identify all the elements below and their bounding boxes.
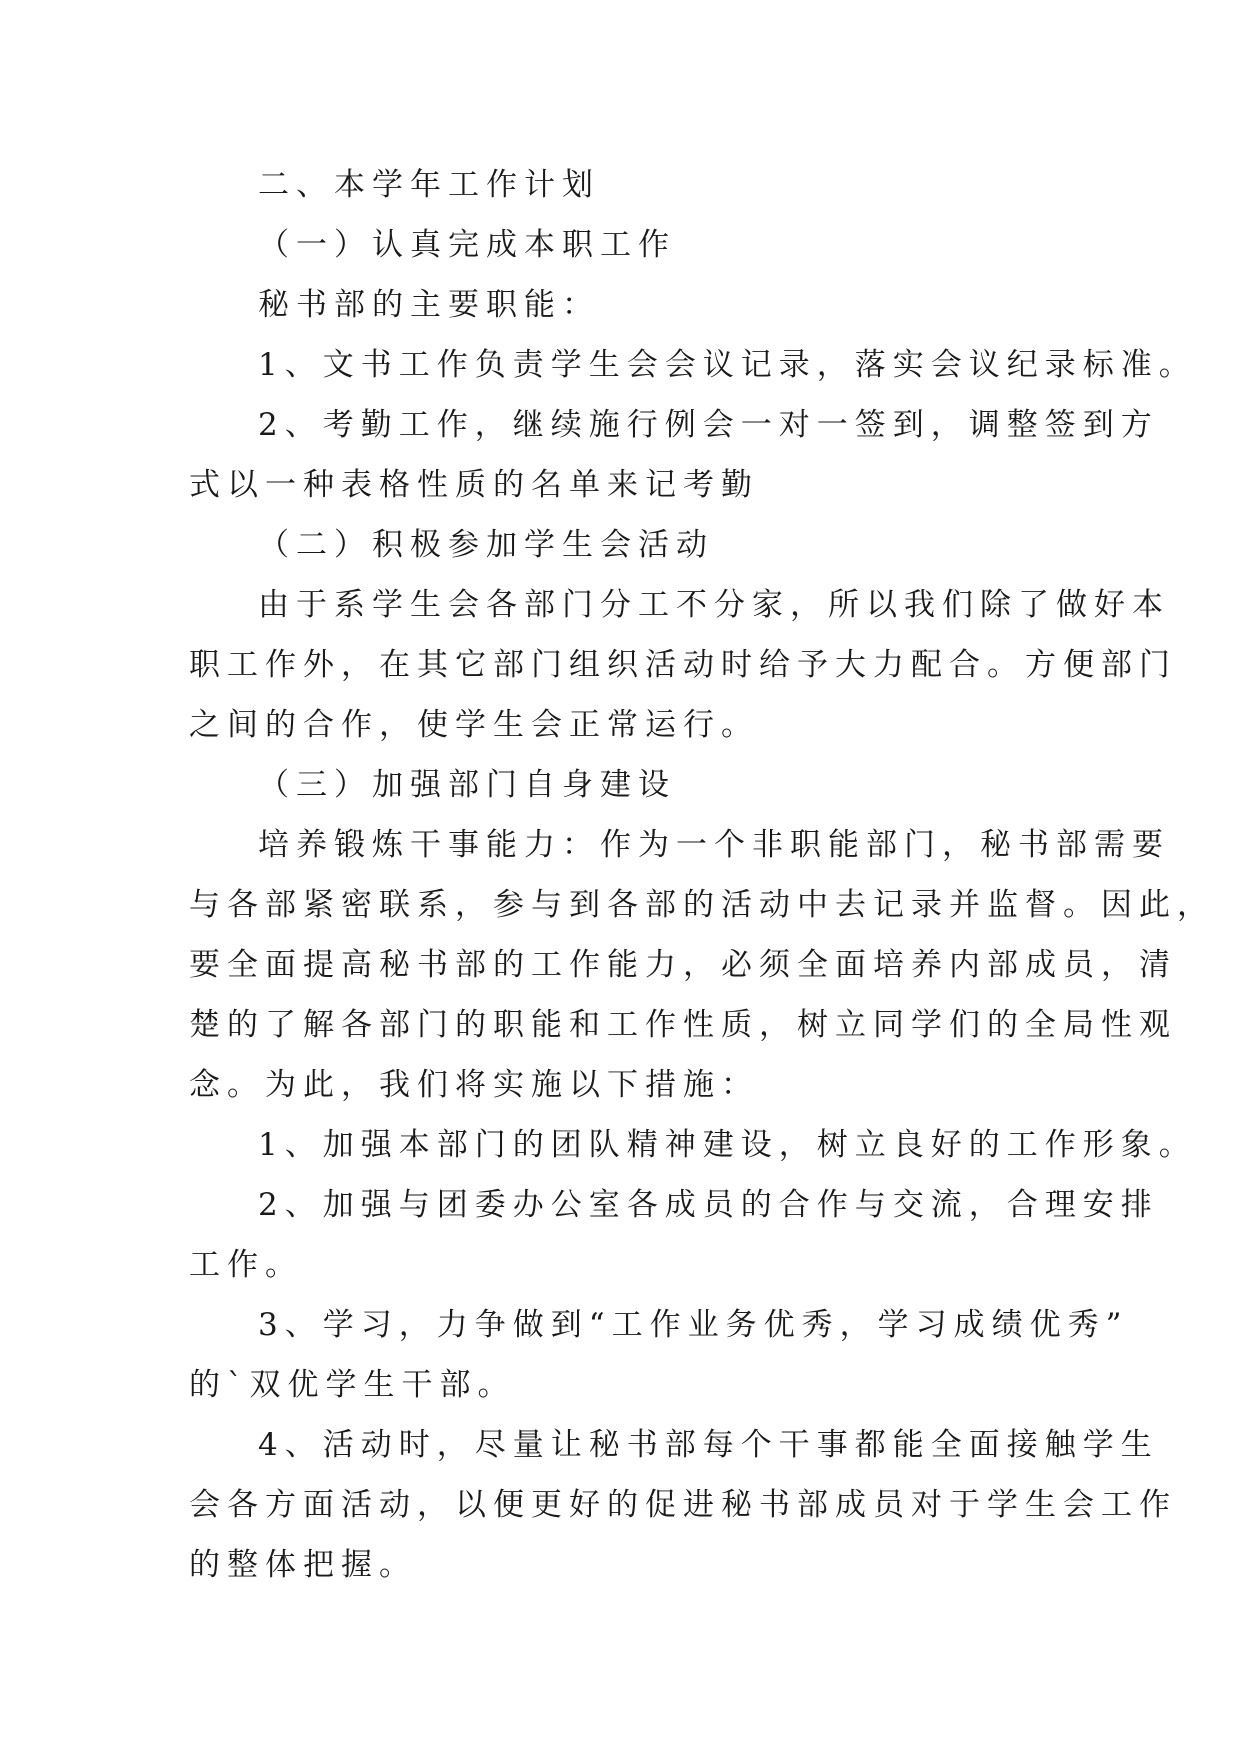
paragraph-line: 职工作外，在其它部门组织活动时给予大力配合。方便部门 <box>189 647 1177 683</box>
subsection-heading: （二）积极参加学生会活动 <box>258 527 714 563</box>
subsection-heading: （三）加强部门自身建设 <box>258 767 676 803</box>
paragraph-line: 要全面提高秘书部的工作能力，必须全面培养内部成员，清 <box>189 947 1177 983</box>
list-item: 3、学习，力争做到“工作业务优秀，学习成绩优秀” <box>258 1307 1129 1343</box>
paragraph-line: 由于系学生会各部门分工不分家，所以我们除了做好本 <box>258 587 1170 623</box>
list-item: 1、文书工作负责学生会会议记录，落实会议纪录标准。 <box>258 347 1197 383</box>
paragraph-line: 式以一种表格性质的名单来记考勤 <box>189 467 759 503</box>
paragraph-line: 之间的合作，使学生会正常运行。 <box>189 707 759 743</box>
paragraph-line: 工作。 <box>189 1247 303 1283</box>
list-item: 1、加强本部门的团队精神建设，树立良好的工作形象。 <box>258 1127 1197 1163</box>
subsection-heading: （一）认真完成本职工作 <box>258 227 676 263</box>
list-item: 2、加强与团委办公室各成员的合作与交流，合理安排 <box>258 1187 1159 1223</box>
section-heading: 二、本学年工作计划 <box>258 167 600 203</box>
paragraph-line: 楚的了解各部门的职能和工作性质，树立同学们的全局性观 <box>189 1007 1177 1043</box>
paragraph-line: 与各部紧密联系，参与到各部的活动中去记录并监督。因此， <box>189 887 1215 923</box>
list-item: 2、考勤工作，继续施行例会一对一签到，调整签到方 <box>258 407 1159 443</box>
paragraph-line: 会各方面活动，以便更好的促进秘书部成员对于学生会工作 <box>189 1487 1177 1523</box>
paragraph-line: 的整体把握。 <box>189 1547 417 1583</box>
list-item: 4、活动时，尽量让秘书部每个干事都能全面接触学生 <box>258 1427 1159 1463</box>
paragraph-line: 的`双优学生干部。 <box>189 1367 516 1403</box>
paragraph-line: 念。为此，我们将实施以下措施： <box>189 1067 759 1103</box>
paragraph-line: 培养锻炼干事能力：作为一个非职能部门，秘书部需要 <box>258 827 1170 863</box>
paragraph-line: 秘书部的主要职能： <box>258 287 600 323</box>
